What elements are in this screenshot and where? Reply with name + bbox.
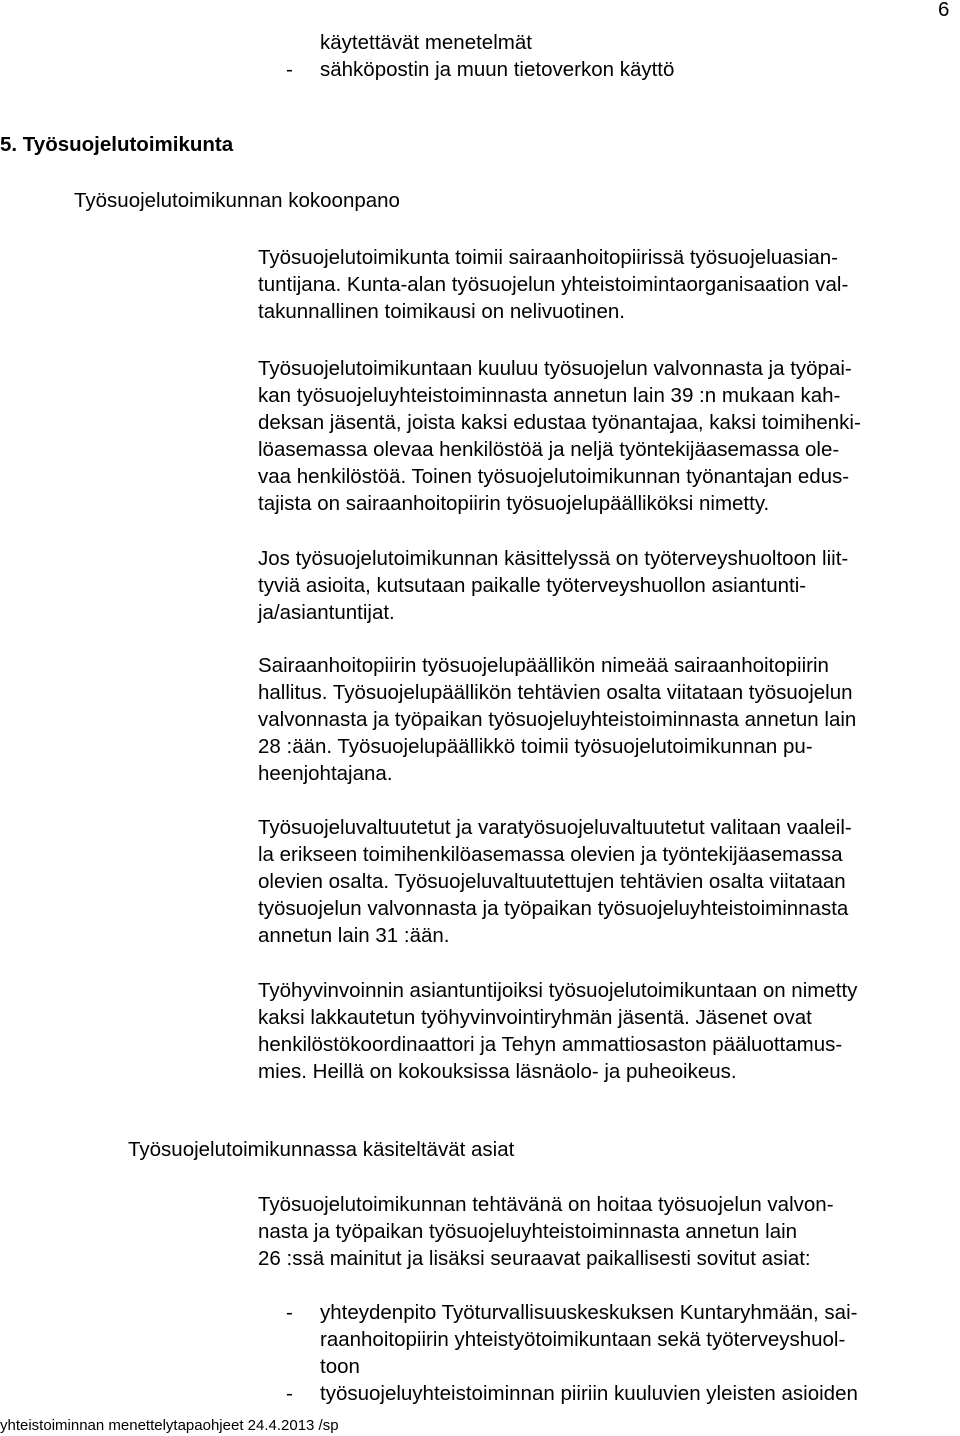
text-line: tajista on sairaanhoitopiirin työsuojelupäälliköksi nimetty. — [258, 492, 770, 515]
page-footer: yhteistoiminnan menettelytapaohjeet 24.4.2013 /sp — [0, 1417, 339, 1434]
text-line: toon — [320, 1355, 360, 1378]
text-line: mies. Heillä on kokouksissa läsnäolo- ja puheoikeus. — [258, 1060, 737, 1083]
text-line: 26 :ssä mainitut ja lisäksi seuraavat paikallisesti sovitut asiat: — [258, 1247, 811, 1270]
text-line: Työsuojelutoimikunnan tehtävänä on hoitaa työsuojelun valvon- — [258, 1193, 834, 1216]
text-line: takunnallinen toimikausi on nelivuotinen. — [258, 300, 625, 323]
text-line: henkilöstökoordinaattori ja Tehyn ammattiosaston pääluottamus- — [258, 1033, 843, 1056]
list-item-text: sähköpostin ja muun tietoverkon käyttö — [320, 58, 675, 81]
paragraph — [258, 977, 857, 1085]
text-line: vaa henkilöstöä. Toinen työsuojelutoimikunnan työnantajan edus- — [258, 465, 850, 488]
text-line: löasemassa olevaa henkilöstöä ja neljä työntekijäasemassa ole- — [258, 438, 840, 461]
text-line: kaksi lakkautetun työhyvinvointiryhmän jäsentä. Jäsenet ovat — [258, 1006, 812, 1029]
list-item-text: työsuojeluyhteistoiminnan piiriin kuuluvien yleisten asioiden — [320, 1382, 858, 1405]
text-line: hallitus. Työsuojelupäällikön tehtävien osalta viitataan työsuojelun — [258, 681, 853, 704]
list-dash: - — [286, 58, 293, 81]
text-line: raanhoitopiirin yhteistyötoimikuntaan sekä työterveyshuol- — [320, 1328, 846, 1351]
text-line: deksan jäsentä, joista kaksi edustaa työnantajaa, kaksi toimihenki- — [258, 411, 861, 434]
text-line: olevien osalta. Työsuojeluvaltuutettujen tehtävien osalta viitataan — [258, 870, 846, 893]
text-line: työsuojelun valvonnasta ja työpaikan työsuojeluyhteistoiminnasta — [258, 897, 849, 920]
text-line: Työsuojelutoimikunta toimii sairaanhoitopiirissä työsuojeluasian- — [258, 246, 838, 269]
list-item-text: käytettävät menetelmät — [320, 31, 532, 54]
paragraph — [258, 814, 852, 949]
text-line: annetun lain 31 :ään. — [258, 924, 450, 947]
paragraph — [258, 545, 848, 626]
text-line: heenjohtajana. — [258, 762, 393, 785]
page-number: 6 — [938, 0, 950, 21]
text-line: Sairaanhoitopiirin työsuojelupäällikön nimeää sairaanhoitopiirin — [258, 654, 829, 677]
text-line: tyviä asioita, kutsutaan paikalle työterveyshuollon asiantunti- — [258, 574, 807, 597]
text-line: ja/asiantuntijat. — [258, 601, 395, 624]
text-line: tuntijana. Kunta-alan työsuojelun yhteistoimintaorganisaation val- — [258, 273, 849, 296]
paragraph — [258, 355, 861, 517]
text-line: valvonnasta ja työpaikan työsuojeluyhteistoiminnasta annetun lain — [258, 708, 857, 731]
text-line: nasta ja työpaikan työsuojeluyhteistoiminnasta annetun lain — [258, 1220, 798, 1243]
list-dash: - — [286, 1301, 293, 1324]
text-line: Työsuojeluvaltuutetut ja varatyösuojeluvaltuutetut valitaan vaaleil- — [258, 816, 852, 839]
subheading: Työsuojelutoimikunnassa käsiteltävät asiat — [128, 1138, 515, 1161]
paragraph — [258, 652, 856, 787]
text-line: Työhyvinvoinnin asiantuntijoiksi työsuojelutoimikuntaan on nimetty — [258, 979, 858, 1002]
text-line: 28 :ään. Työsuojelupäällikkö toimii työsuojelutoimikunnan pu- — [258, 735, 813, 758]
list-item — [320, 1299, 857, 1380]
text-line: kan työsuojeluyhteistoiminnasta annetun lain 39 :n mukaan kah- — [258, 384, 841, 407]
section-heading: 5. Työsuojelutoimikunta — [0, 133, 234, 156]
list-dash: - — [286, 1382, 293, 1405]
text-line: Jos työsuojelutoimikunnan käsittelyssä on työterveyshuoltoon liit- — [258, 547, 849, 570]
paragraph — [258, 244, 848, 325]
subheading: Työsuojelutoimikunnan kokoonpano — [74, 189, 400, 212]
paragraph — [258, 1191, 834, 1272]
text-line: yhteydenpito Työturvallisuuskeskuksen Kuntaryhmään, sai- — [320, 1301, 858, 1324]
text-line: la erikseen toimihenkilöasemassa olevien ja työntekijäasemassa — [258, 843, 843, 866]
text-line: Työsuojelutoimikuntaan kuuluu työsuojelun valvonnasta ja työpai- — [258, 357, 852, 380]
